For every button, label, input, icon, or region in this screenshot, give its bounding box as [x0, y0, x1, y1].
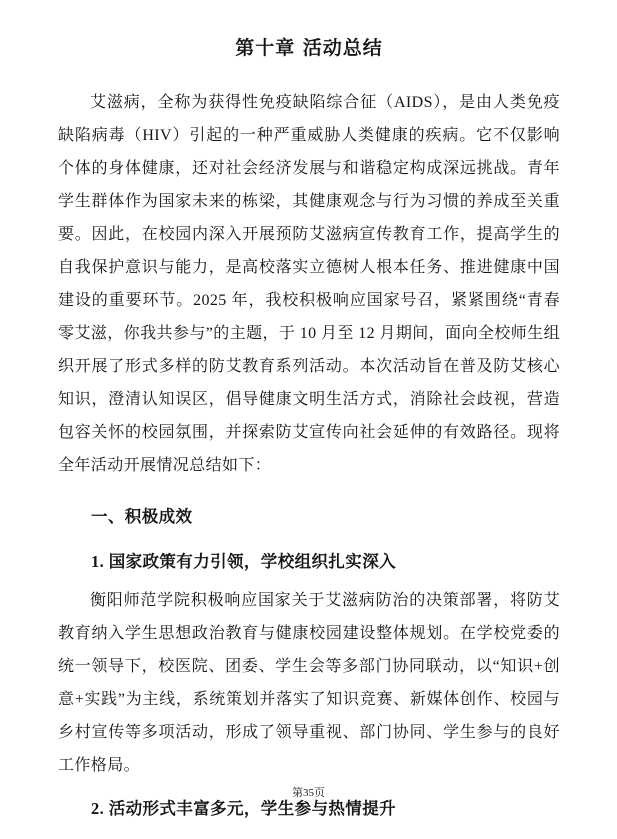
page-number: 第35页 [292, 787, 325, 799]
intro-paragraph: 艾滋病，全称为获得性免疫缺陷综合征（AIDS），是由人类免疫缺陷病毒（HIV）引起的一种严重威胁人类健康的疾病。它不仅影响个体的身体健康，还对社会经济发展与和谐稳定构成深远挑战。青年学生群体作为国家未来的栋梁，其健康观念与行为习惯的养成至关重要。因此，在校园内深入开展预防艾滋病宣传教育工作，提高学生的自我保护意识与能力，是高校落实立德树人根本任务、推进健康中国建设的重要环节。2025 年，我校积极响应国家号召，紧紧围绕“青春零艾滋，你我共参与”的主题，于 10 月至 12 月期间，面向全校师生组织开展了形式多样的防艾教育系列活动。本次活动旨在普及防艾核心知识，澄清认知误区，倡导健康文明生活方式，消除社会歧视，营造包容关怀的校园氛围，并探索防艾宣传向社会延伸的有效路径。现将全年活动开展情况总结如下： [58, 94, 560, 474]
subsection-heading-activity-forms: 2. 活动形式丰富多元，学生参与热情提升 [91, 799, 396, 818]
subsection-heading-policy-leadership: 1. 国家政策有力引领，学校组织扎实深入 [91, 552, 396, 571]
chapter-title: 第十章 活动总结 [235, 37, 383, 59]
policy-paragraph: 衡阳师范学院积极响应国家关于艾滋病防治的决策部署，将防艾教育纳入学生思想政治教育与健康校园建设整体规划。在学校党委的统一领导下，校医院、团委、学生会等多部门协同联动，以“知识+创意+实践”为主线，系统策划并落实了知识竞赛、新媒体创作、校园与乡村宣传等多项活动，形成了领导重视、部门协同、学生参与的良好工作格局。 [58, 592, 560, 774]
section-heading-positive-results: 一、积极成效 [91, 507, 193, 526]
